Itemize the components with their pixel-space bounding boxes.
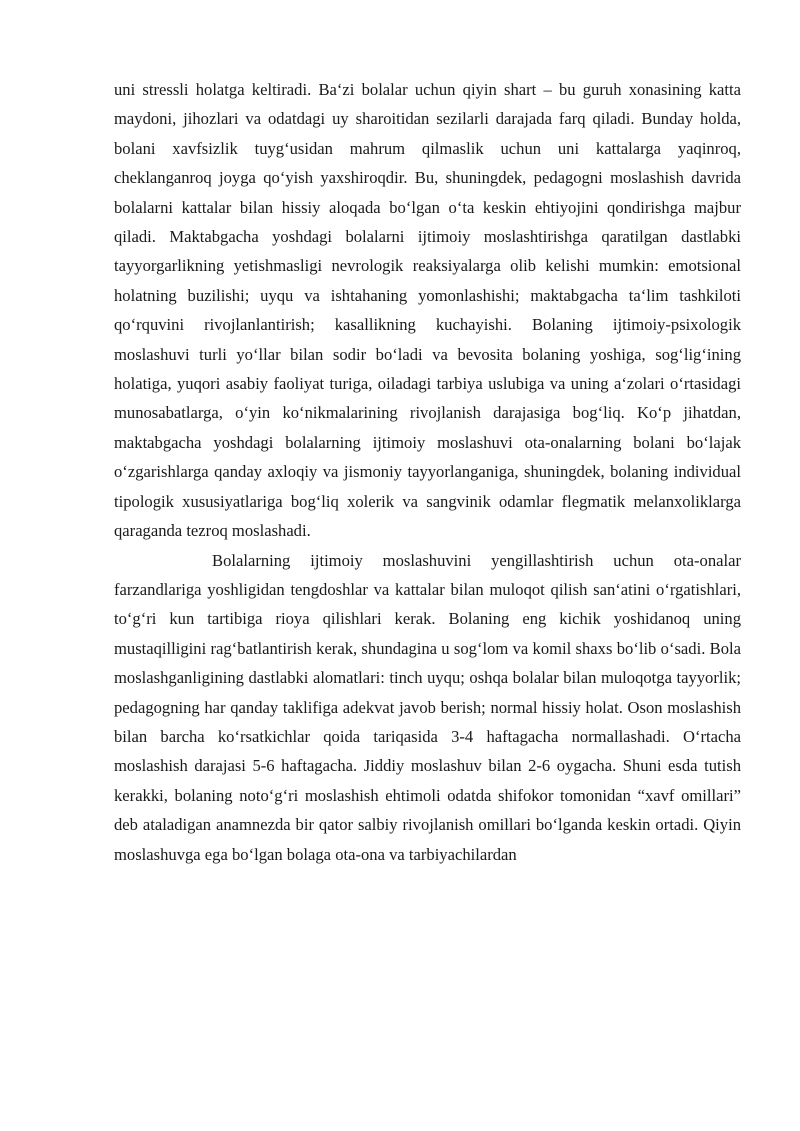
paragraph-1: uni stressli holatga keltiradi. Ba‘zi bolalar uchun qiyin shart – bu guruh xonasining katta maydoni, jihozlari va odatdagi uy sharoitidan sezilarli darajada farq qiladi. Bunday holda, bolani xavfsizlik tuyg‘usidan mahrum qilmaslik uchun uni kattalarga yaqinroq, cheklanganroq joyga qo‘yish yaxshiroqdir. Bu, shuningdek, pedagogni moslashish davrida bolalarni kattalar bilan hissiy aloqada bo‘lgan o‘ta keskin ehtiyojini qondirishga majbur qiladi. Maktabgacha yoshdagi bolalarni ijtimoiy moslashtirishga qaratilgan dastlabki tayyorgarlikning yetishmasligi nevrologik reaksiyalarga olib kelishi mumkin: emotsional holatning buzilishi; uyqu va ishtahaning yomonlashishi; maktabgacha ta‘lim tashkiloti qo‘rquvini rivojlanlantirish; kasallikning kuchayishi. Bolaning ijtimoiy-psixologik moslashuvi turli yo‘llar bilan sodir bo‘ladi va bevosita bolaning yoshiga, sog‘lig‘ining holatiga, yuqori asabiy faoliyat turiga, oiladagi tarbiya uslubiga va uning a‘zolari o‘rtasidagi munosabatlarga, o‘yin ko‘nikmalarining rivojlanish darajasiga bog‘liq. Ko‘p jihatdan, maktabgacha yoshdagi bolalarning ijtimoiy moslashuvi ota-onalarning bolani bo‘lajak o‘zgarishlarga qanday axloqiy va jismoniy tayyorlanganiga, shuningdek, bolaning individual tipologik xususiyatlariga bog‘liq xolerik va sangvinik odamlar flegmatik melanxoliklarga qaraganda tezroq moslashadi. [114, 80, 741, 541]
paragraph-2: Bolalarning ijtimoiy moslashuvini yengillashtirish uchun ota-onalar farzandlariga yoshligidan tengdoshlar va kattalar bilan muloqot qilish san‘atini o‘rgatishlari, to‘g‘ri kun tartibiga rioya qilishlari kerak. Bolaning eng kichik yoshidanoq uning mustaqilligini rag‘batlantirish kerak, shundagina u sog‘lom va komil shaxs bo‘lib o‘sadi. Bola moslashganligining dastlabki alomatlari: tinch uyqu; oshqa bolalar bilan muloqotga tayyorlik; pedagogning har qanday taklifiga adekvat javob berish; normal hissiy holat. Oson moslashish bilan barcha ko‘rsatkichlar qoida tariqasida 3-4 haftagacha normallashadi. O‘rtacha moslashish darajasi 5-6 haftagacha. Jiddiy moslashuv bilan 2-6 oygacha. Shuni esda tutish kerakki, bolaning noto‘g‘ri moslashish ehtimoli odatda shifokor tomonidan “xavf omillari” deb ataladigan anamnezda bir qator salbiy rivojlanish omillari bo‘lganda keskin ortadi. Qiyin moslashuvga ega bo‘lgan bolaga ota-ona va tarbiyachilardan [114, 550, 741, 864]
document-body [114, 75, 741, 869]
